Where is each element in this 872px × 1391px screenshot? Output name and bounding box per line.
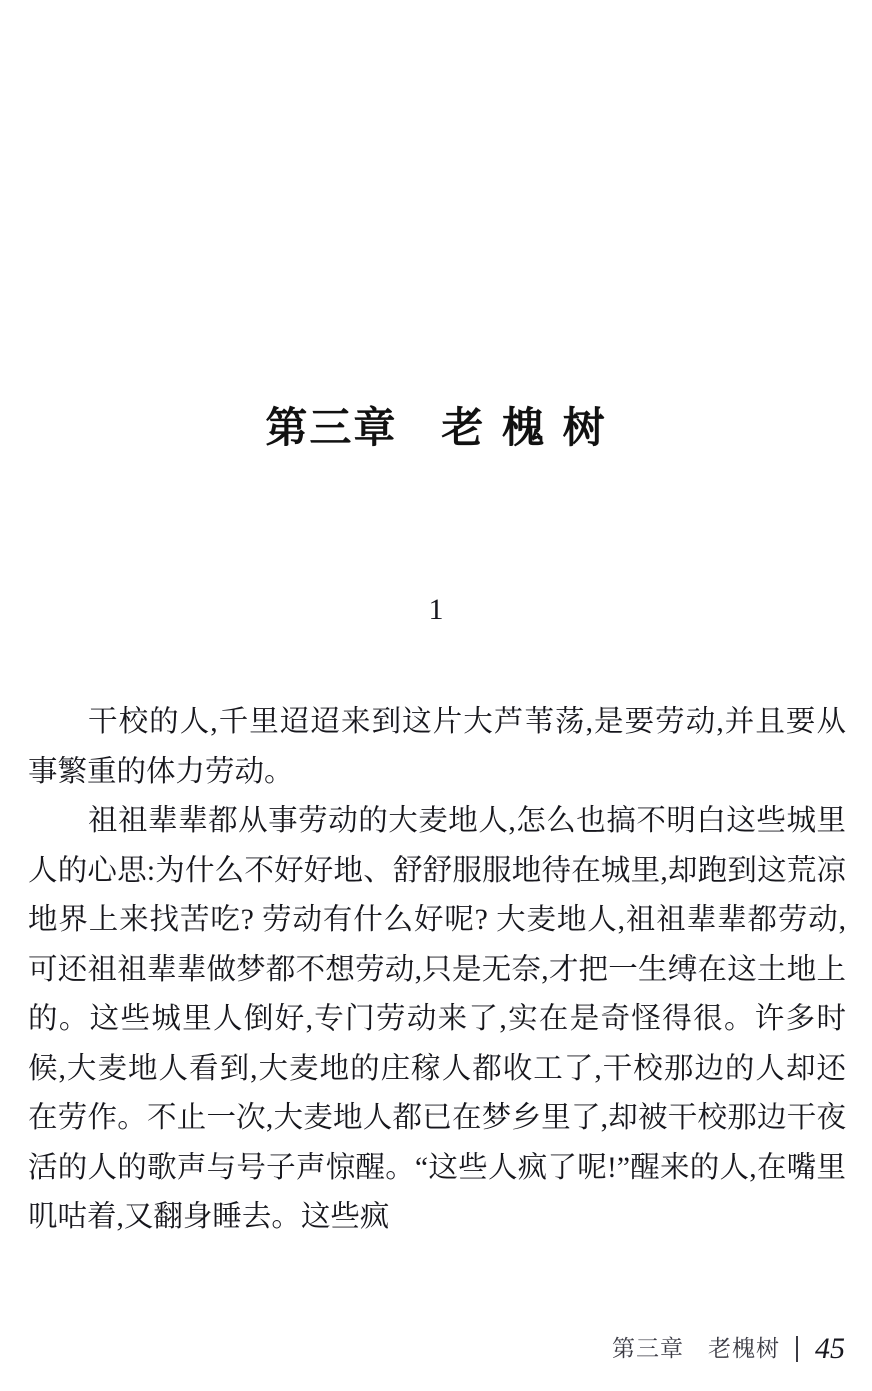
page-footer — [0, 1329, 872, 1369]
footer-chapter-label: 第三章 老槐树 — [612, 1336, 780, 1362]
page-number: 45 — [815, 1332, 845, 1365]
paragraph: 干校的人,千里迢迢来到这片大芦苇荡,是要劳动,并且要从事繁重的体力劳动。 — [28, 706, 846, 788]
footer-divider — [796, 1336, 798, 1362]
section-number: 1 — [428, 593, 444, 626]
body-text — [28, 698, 846, 1243]
paragraph: 祖祖辈辈都从事劳动的大麦地人,怎么也搞不明白这些城里人的心思:为什么不好好地、舒舒服服地待在城里,却跑到这荒凉地界上来找苦吃? 劳动有什么好呢? 大麦地人,祖祖辈辈都劳动,可还祖祖辈辈做梦都不想劳动,只是无奈,才把一生缚在这土地上的。这些城里人倒好,专门劳动来了,实在是奇怪得很。许多时候,大麦地人看到,大麦地的庄稼人都收工了,干校那边的人却还在劳作。不止一次,大麦地人都已在梦乡里了,却被干校那边干夜活的人的歌声与号子声惊醒。“这些人疯了呢!”醒来的人,在嘴里叽咕着,又翻身睡去。这些疯 — [28, 805, 846, 1233]
page-title: 第三章 老 槐 树 — [265, 403, 607, 453]
